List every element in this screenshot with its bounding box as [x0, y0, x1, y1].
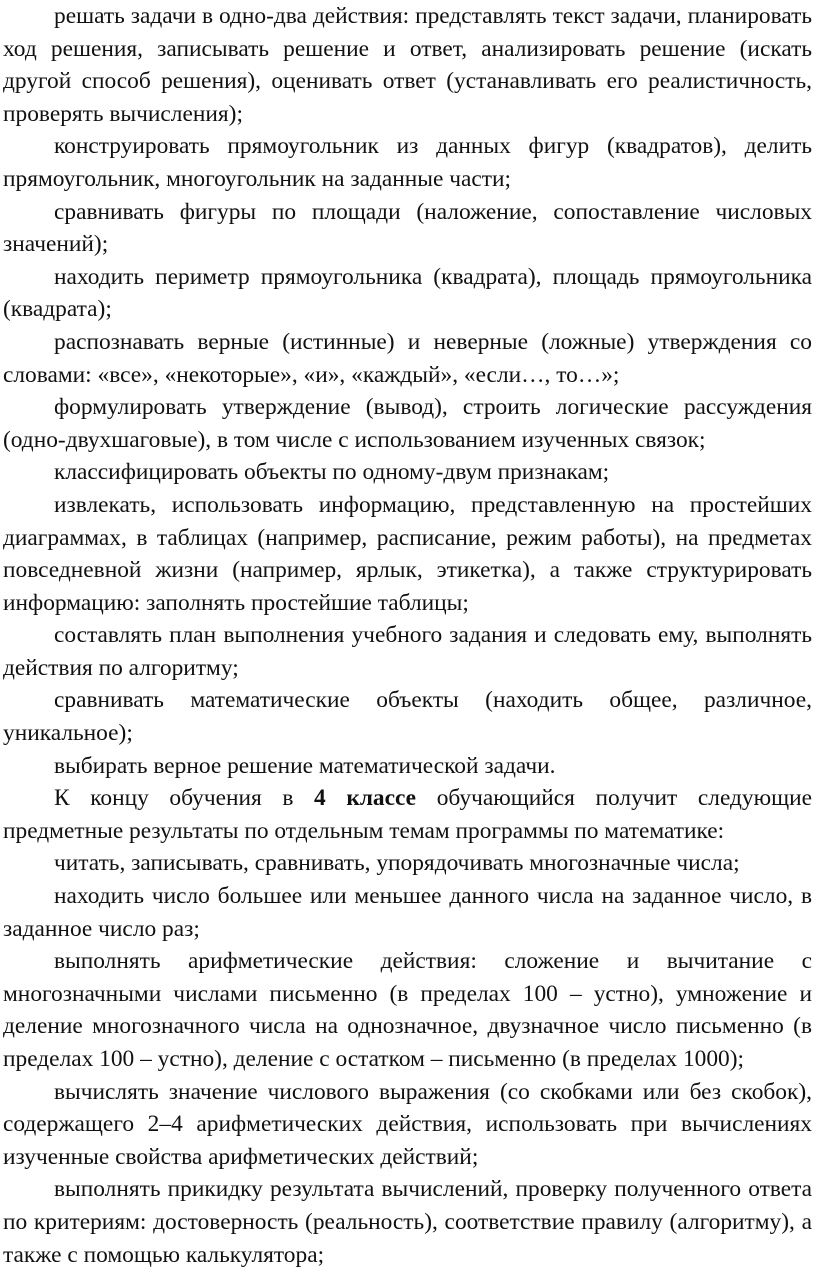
paragraph-grade-4-intro [3, 782, 812, 847]
paragraph-solve-tasks: решать задачи в одно-два действия: представлять текст задачи, планировать ход решения, записывать решение и ответ, анализировать решение (искать другой способ решения), оценивать ответ (устанавливать его реалистичность, проверять вычисления); [3, 3, 812, 127]
grade-intro-bold: 4 классе [314, 785, 417, 812]
paragraph-classify-objects: классифицировать объекты по одному-двум признакам; [54, 459, 610, 486]
paragraph-greater-less: находить число большее или меньшее данного числа на заданное число, в заданное число раз; [3, 883, 812, 942]
paragraph-formulate-statement: формулировать утверждение (вывод), строить логические рассуждения (одно-двухшаговые), в том числе с использованием изученных связок; [3, 394, 812, 453]
paragraph-read-write-numbers: читать, записывать, сравнивать, упорядочивать многозначные числа; [54, 850, 740, 877]
paragraph-estimate-result: выполнять прикидку результата вычислений, проверку полученного ответа по критериям: достоверность (реальность), соответствие правилу (алгоритму), а также с помощью калькулятора; [3, 1176, 812, 1268]
paragraph-extract-information: извлекать, использовать информацию, представленную на простейших диаграммах, в таблицах (например, расписание, режим работы), на предметах повседневной жизни (например, ярлык, этикетка), а также структурировать информацию: заполнять простейшие таблицы; [3, 491, 812, 616]
grade-intro-before: К концу обучения в [54, 785, 315, 812]
paragraph-expression-value: вычислять значение числового выражения (со скобками или без скобок), содержащего 2–4 арифметических действия, использовать при вычислениях изученные свойства арифметических действий; [3, 1078, 812, 1170]
paragraph-make-plan: составлять план выполнения учебного задания и следовать ему, выполнять действия по алгоритму; [3, 622, 812, 681]
grade-intro-after: обучающийся получит следующие предметные результаты по отдельным темам программы по математике: [3, 785, 812, 844]
paragraph-compare-area: сравнивать фигуры по площади (наложение, сопоставление числовых значений); [3, 198, 812, 258]
paragraph-arithmetic-operations: выполнять арифметические действия: сложение и вычитание с многозначными числами письменно (в пределах 100 – устно), умножение и деление многозначного числа на однозначное, двузначное число письменно (в пределах 100 – устно), деление с остатком – письменно (в пределах 1000); [3, 948, 812, 1072]
paragraph-choose-solution: выбирать верное решение математической задачи. [54, 752, 556, 779]
paragraph-perimeter-area: находить периметр прямоугольника (квадрата), площадь прямоугольника (квадрата); [3, 263, 812, 323]
paragraph-construct-rectangle: конструировать прямоугольник из данных фигур (квадратов), делить прямоугольник, многоугольник на заданные части; [3, 133, 812, 192]
paragraph-compare-objects: сравнивать математические объекты (находить общее, различное, уникальное); [3, 687, 812, 747]
paragraph-true-false-statements: распознавать верные (истинные) и неверные (ложные) утверждения со словами: «все», «некоторые», «и», «каждый», «если…, то…»; [3, 328, 812, 388]
